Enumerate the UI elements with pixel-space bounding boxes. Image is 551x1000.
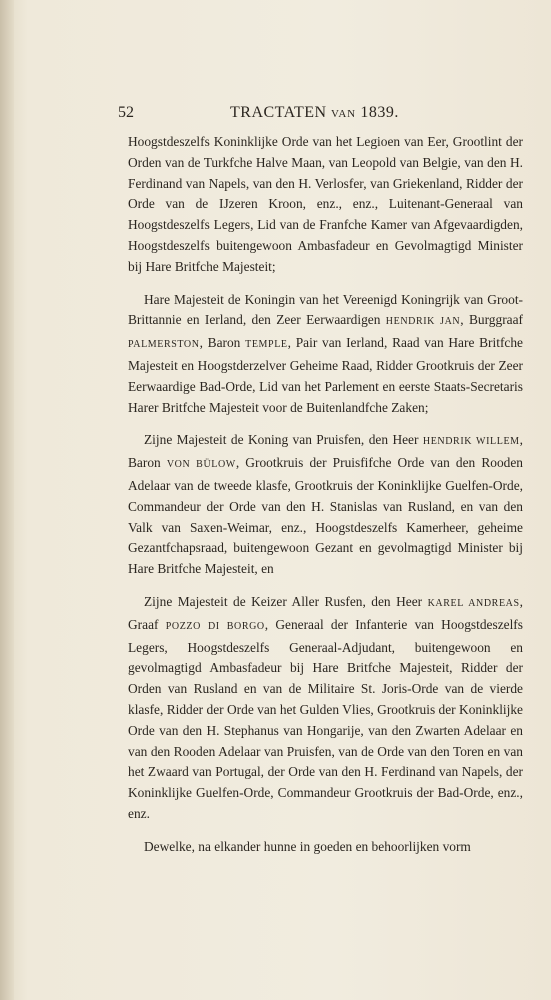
title-main: TRACTATEN	[230, 104, 327, 121]
text-run: , Pair van Ierland, Raad van Hare Britfche Majesteit en Hoogstderzelver Geheime Raad, Ridder Grootkruis der Zeer Eerwaardige Bad-Orde, Lid van het Parlement en eerste Staats-Secretaris Harer Britfche Majesteit voor de Buitenlandfche Zaken;	[128, 335, 523, 415]
paragraph	[128, 837, 523, 858]
text-run: Dewelke, na elkander hunne in goeden en behoorlijken vorm	[144, 838, 471, 854]
name-smallcaps: HENDRIK WILLEM	[422, 436, 520, 448]
body-text	[128, 132, 523, 870]
name-smallcaps: TEMPLE	[245, 339, 288, 351]
text-run: Hare Majesteit de Koningin van het Vereenigd Koningrijk van Groot-Brittannie en Ierland, den Zeer Eerwaardigen	[128, 291, 523, 328]
name-smallcaps: HENDRIK JAN	[385, 316, 461, 328]
text-run: , Burggraaf	[460, 312, 523, 328]
text-run: , Baron	[128, 432, 524, 471]
paragraph	[128, 290, 523, 419]
text-run: , Grootkruis der Pruisfifche Orde van den Rooden Adelaar van de tweede klasfe, Grootkruis der Koninklijke Guelfen-Orde, Commandeur der Orde van den H. Stanislas van Rusland, en van den Valk van Saxen-Weimar, enz., Hoogstdeszelfs Kamerheer, geheime Gezantfchapsraad, buitengewoon Gezant en gevolmagtigd Minister bij Hare Britfche Majesteit, en	[128, 455, 523, 577]
running-header	[118, 104, 518, 128]
text-run: , Generaal der Infanterie van Hoogstdeszelfs Legers, Hoogstdeszelfs Generaal-Adjudant, buitengewoon en gevolmagtigd Ambasfadeur bij Hare Britfche Majesteit, Ridder der Orden van Rusland en van de Militaire St. Joris-Orde van de vierde klasfe, Ridder der Orde van het Gulden Vlies, Grootkruis der Koninklijke Orde van den H. Stephanus van Hongarije, van den Zwarten Adelaar en van den Rooden Adelaar van Pruisfen, van de Orde van den Toren en van het Zwaard van Portugal, der Orde van den H. Ferdinand van Napels, der Koninklijke Guelfen-Orde, Commandeur Grootkruis der Bad-Orde, enz., enz.	[128, 616, 523, 821]
running-title	[230, 104, 399, 122]
text-run: Zijne Majesteit de Koning van Pruisfen, den Heer	[144, 432, 423, 448]
title-year: 1839.	[360, 104, 399, 121]
text-run: Hoogstdeszelfs Koninklijke Orde van het Legioen van Eer, Grootlint der Orden van de Turkfche Halve Maan, van Leopold van Belgie, van den H. Ferdinand van Napels, van den H. Verlosfer, van Griekenland, Ridder der Orde van de IJzeren Kroon, enz., enz., Luitenant-Generaal van Hoogstdeszelfs Legers, Lid van de Franfche Kamer van Afgevaardigden, Hoogstdeszelfs buitengewoon Ambasfadeur en Gevolmagtigd Minister bij Hare Britfche Majesteit;	[128, 134, 523, 274]
title-small: VAN	[331, 108, 356, 120]
text-run: Zijne Majesteit de Keizer Aller Rusfen, den Heer	[144, 593, 428, 609]
page-gutter	[0, 0, 14, 1000]
text-run: , Graaf	[128, 593, 523, 632]
paragraph	[128, 592, 523, 825]
page-number: 52	[118, 104, 134, 121]
name-smallcaps: KAREL ANDREAS	[427, 597, 520, 609]
name-smallcaps: PALMERSTON	[128, 339, 200, 351]
paragraph	[128, 132, 523, 278]
name-smallcaps: POZZO DI BORGO	[165, 620, 265, 632]
paragraph	[128, 430, 523, 580]
name-smallcaps: VON BÜLOW	[166, 459, 236, 471]
text-run: , Baron	[199, 335, 246, 351]
